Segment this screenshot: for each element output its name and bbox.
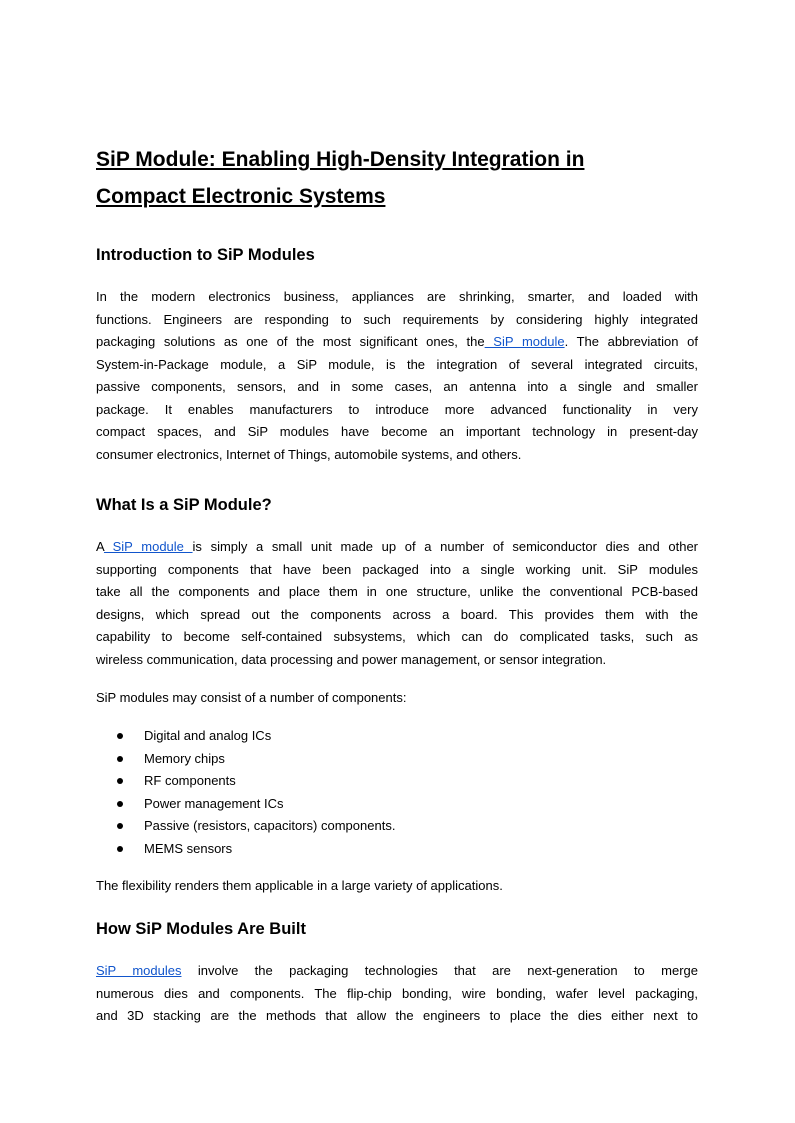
text-segment: take all the components and place them in one structure, unlike the conventional PCB-based	[96, 584, 698, 599]
text-line	[96, 444, 698, 467]
text-line	[96, 649, 698, 672]
document-title	[96, 141, 698, 215]
text-segment: consumer electronics, Internet of Things, automobile systems, and others.	[96, 446, 522, 462]
text-line	[96, 687, 698, 710]
text-line	[96, 309, 698, 332]
text-line	[96, 604, 698, 627]
list-item	[96, 770, 395, 793]
text-segment: passive components, sensors, and in some cases, an antenna into a single and smaller	[96, 379, 698, 394]
text-segment: SiP modules may consist of a number of components:	[96, 690, 407, 705]
paragraph-flexibility	[96, 875, 698, 898]
text-segment: A	[96, 539, 104, 554]
bullet-icon	[117, 733, 123, 739]
list-item-text: Digital and analog ICs	[144, 728, 272, 743]
list-item-text: Power management ICs	[144, 795, 284, 811]
paragraph-introduction	[96, 286, 698, 466]
title-line: Compact Electronic Systems	[96, 185, 386, 208]
text-line	[96, 286, 698, 309]
text-line	[96, 376, 698, 399]
bullet-icon	[117, 801, 123, 807]
text-segment: is simply a small unit made up of a number of semiconductor dies and other	[192, 539, 699, 554]
text-line	[96, 983, 698, 1006]
list-item	[96, 815, 395, 838]
bullet-icon	[117, 846, 123, 852]
text-segment: compact spaces, and SiP modules have become an important technology in present-day	[96, 424, 698, 439]
heading-what-is: What Is a SiP Module?	[96, 496, 272, 514]
text-segment: and 3D stacking are the methods that allow the engineers to place the dies either next to	[96, 1008, 698, 1023]
text-segment: numerous dies and components. The flip-chip bonding, wire bonding, wafer level packaging,	[96, 985, 698, 1001]
sip-module-link[interactable]: SiP module	[103, 539, 193, 554]
list-item	[96, 838, 395, 861]
text-line	[96, 421, 698, 444]
sip-module-link[interactable]: SiP module	[484, 334, 565, 349]
paragraph-what-is	[96, 536, 698, 671]
text-segment: capability to become self-contained subsystems, which can do complicated tasks, such as	[96, 629, 698, 644]
heading-how-built: How SiP Modules Are Built	[96, 920, 306, 938]
paragraph-components-intro	[96, 687, 698, 710]
text-segment: The flexibility renders them applicable in a large variety of applications.	[96, 878, 503, 893]
text-segment: functions. Engineers are responding to such requirements by considering highly integrated	[96, 311, 698, 327]
text-line	[96, 1005, 698, 1028]
list-item-text: Passive (resistors, capacitors) components.	[144, 818, 396, 833]
list-item	[96, 748, 395, 771]
text-segment: wireless communication, data processing and power management, or sensor integration.	[96, 651, 607, 667]
list-item-text: Memory chips	[144, 750, 225, 766]
text-segment: System-in-Package module, a SiP module, is the integration of several integrated circuits,	[96, 356, 698, 372]
text-segment: involve the packaging technologies that are next-generation to merge	[181, 963, 698, 978]
text-line	[96, 399, 698, 422]
text-segment: package. It enables manufacturers to introduce more advanced functionality in very	[96, 401, 698, 417]
text-segment: supporting components that have been packaged into a single working unit. SiP modules	[96, 561, 698, 577]
list-item-text: RF components	[144, 773, 236, 788]
text-line	[96, 581, 698, 604]
text-line	[96, 960, 698, 983]
bullet-icon	[117, 756, 123, 762]
list-item	[96, 793, 395, 816]
components-list	[96, 725, 395, 860]
sip-module-link[interactable]: SiP modules	[96, 963, 182, 978]
text-segment: designs, which spread out the components across a board. This provides them with the	[96, 606, 698, 622]
text-segment: packaging solutions as one of the most significant ones, the	[96, 334, 485, 349]
text-line	[96, 536, 698, 559]
title-line: SiP Module: Enabling High-Density Integration in	[96, 148, 585, 171]
list-item	[96, 725, 395, 748]
text-segment: . The abbreviation of	[564, 334, 698, 349]
heading-introduction: Introduction to SiP Modules	[96, 246, 315, 264]
text-line	[96, 559, 698, 582]
bullet-icon	[117, 778, 123, 784]
text-line	[96, 354, 698, 377]
bullet-icon	[117, 823, 123, 829]
list-item-text: MEMS sensors	[144, 840, 233, 856]
text-line	[96, 626, 698, 649]
text-line	[96, 331, 698, 354]
paragraph-how-built	[96, 960, 698, 1028]
text-line	[96, 875, 698, 898]
text-segment: In the modern electronics business, appliances are shrinking, smarter, and loaded with	[96, 289, 698, 304]
